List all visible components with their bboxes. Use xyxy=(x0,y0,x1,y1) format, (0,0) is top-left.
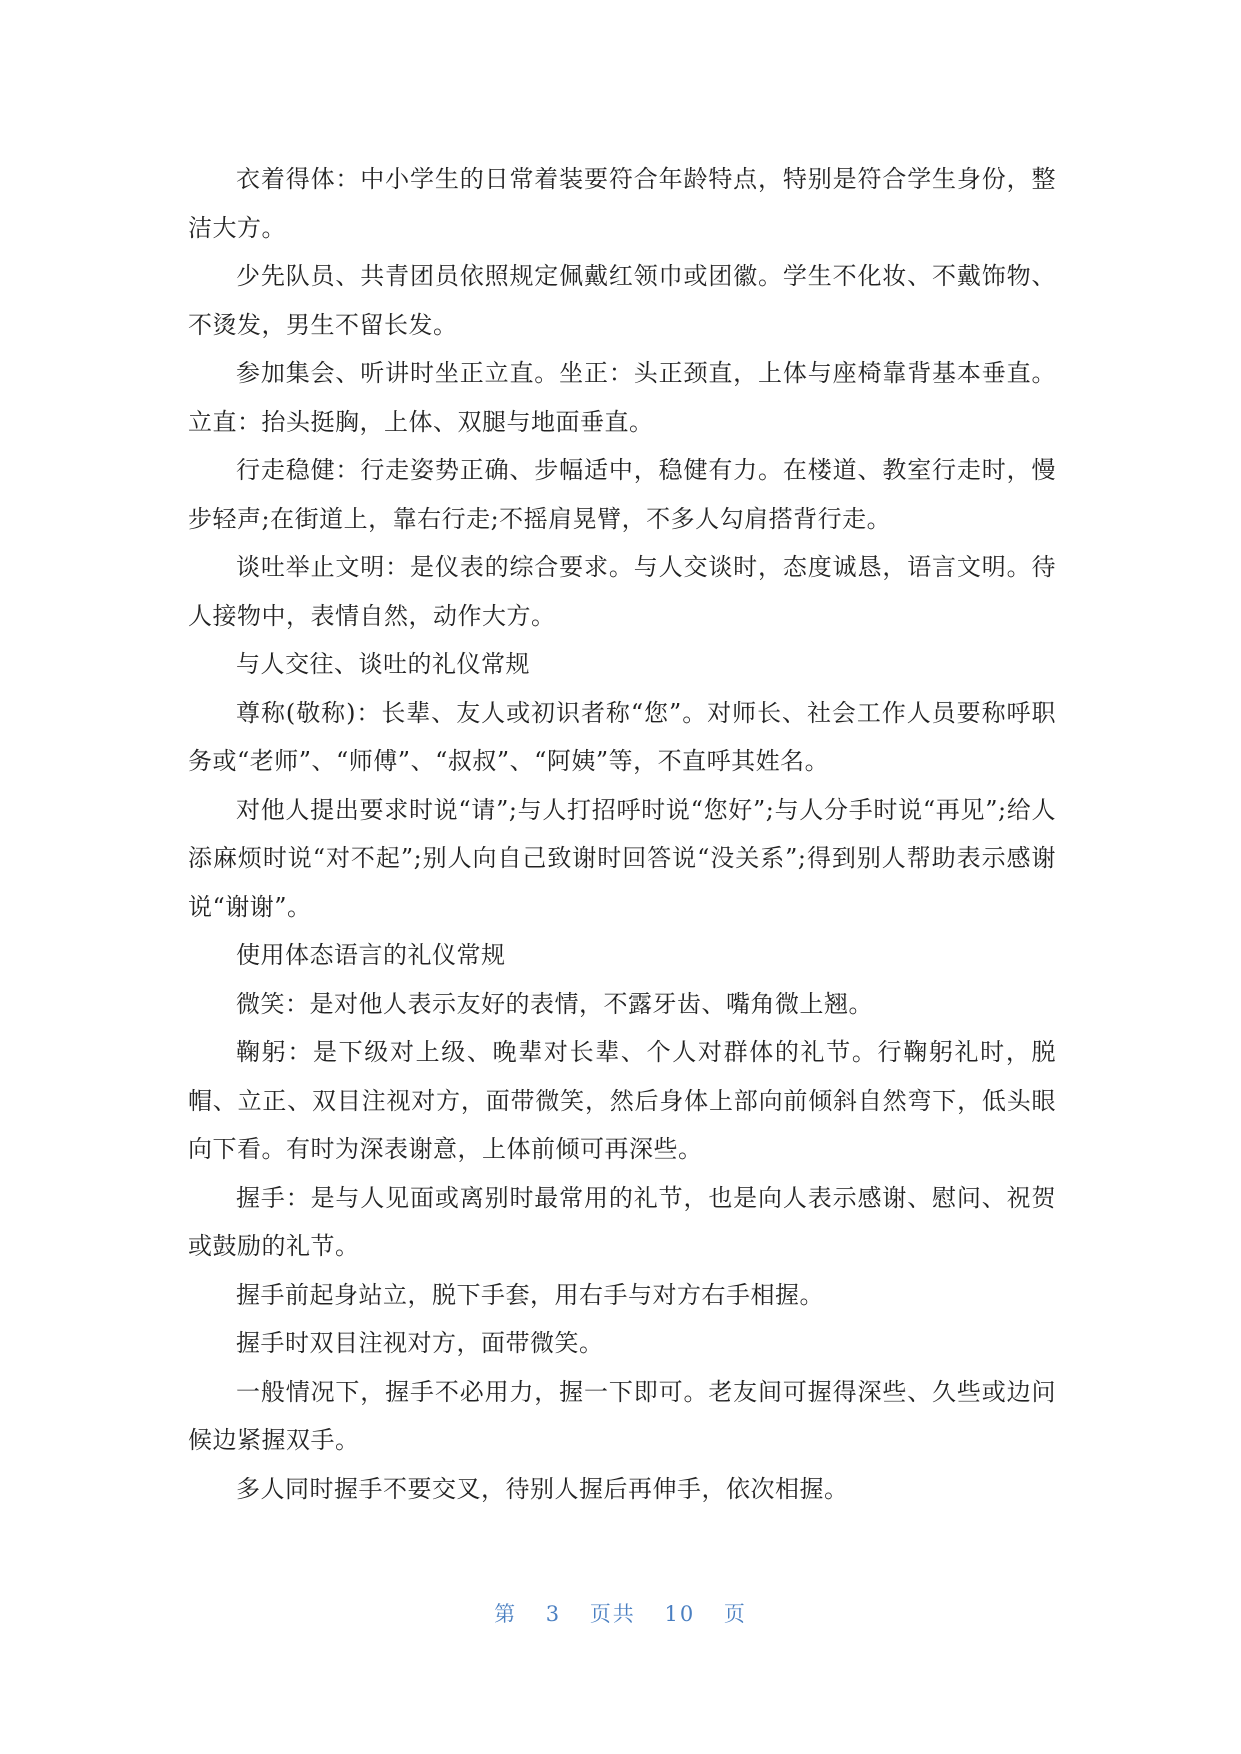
paragraph: 握手前起身站立，脱下手套，用右手与对方右手相握。 xyxy=(236,1280,824,1309)
paragraph: 少先队员、共青团员依照规定佩戴红领巾或团徽。学生不化妆、不戴饰物、不烫发，男生不留长发。 xyxy=(188,262,1056,339)
footer-prefix: 第 xyxy=(494,1602,518,1626)
footer-middle: 页共 xyxy=(589,1602,636,1626)
paragraph: 握手时双目注视对方，面带微笑。 xyxy=(236,1329,604,1357)
paragraph: 鞠躬：是下级对上级、晚辈对长辈、个人对群体的礼节。行鞠躬礼时，脱帽、立正、双目注视对方，面带微笑，然后身体上部向前倾斜自然弯下，低头眼向下看。有时为深表谢意，上体前倾可再深些。 xyxy=(188,1038,1056,1163)
paragraph: 多人同时握手不要交叉，待别人握后再伸手，依次相握。 xyxy=(236,1474,849,1503)
paragraph: 微笑：是对他人表示友好的表情，不露牙齿、嘴角微上翘。 xyxy=(236,989,873,1018)
paragraph: 衣着得体：中小学生的日常着装要符合年龄特点，特别是符合学生身份，整洁大方。 xyxy=(188,165,1056,242)
paragraph: 谈吐举止文明：是仪表的综合要求。与人交谈时，态度诚恳，语言文明。待人接物中，表情自然，动作大方。 xyxy=(188,553,1056,630)
section-heading: 与人交往、谈吐的礼仪常规 xyxy=(236,650,530,678)
total-page-count: 10 xyxy=(664,1602,696,1626)
current-page-number: 3 xyxy=(545,1602,562,1626)
section-heading: 使用体态语言的礼仪常规 xyxy=(236,941,506,969)
paragraph: 行走稳健：行走姿势正确、步幅适中，稳健有力。在楼道、教室行走时，慢步轻声;在街道上，靠右行走;不摇肩晃臂，不多人勾肩搭背行走。 xyxy=(188,456,1056,533)
paragraph: 握手：是与人见面或离别时最常用的礼节，也是向人表示感谢、慰问、祝贺或鼓励的礼节。 xyxy=(188,1183,1056,1260)
document-body xyxy=(188,155,1056,1513)
paragraph: 参加集会、听讲时坐正立直。坐正：头正颈直，上体与座椅靠背基本垂直。立直：抬头挺胸，上体、双腿与地面垂直。 xyxy=(188,359,1056,436)
paragraph: 一般情况下，握手不必用力，握一下即可。老友间可握得深些、久些或边问候边紧握双手。 xyxy=(188,1377,1056,1454)
paragraph: 对他人提出要求时说“请”;与人打招呼时说“您好”;与人分手时说“再见”;给人添麻烦时说“对不起”;别人向自己致谢时回答说“没关系”;得到别人帮助表示感谢说“谢谢”。 xyxy=(188,795,1056,921)
paragraph: 尊称(敬称)：长辈、友人或初识者称“您”。对师长、社会工作人员要称呼职务或“老师”、“师傅”、“叔叔”、“阿姨”等，不直呼其姓名。 xyxy=(188,698,1056,775)
footer-suffix: 页 xyxy=(723,1602,747,1626)
page-footer xyxy=(0,1598,1241,1628)
